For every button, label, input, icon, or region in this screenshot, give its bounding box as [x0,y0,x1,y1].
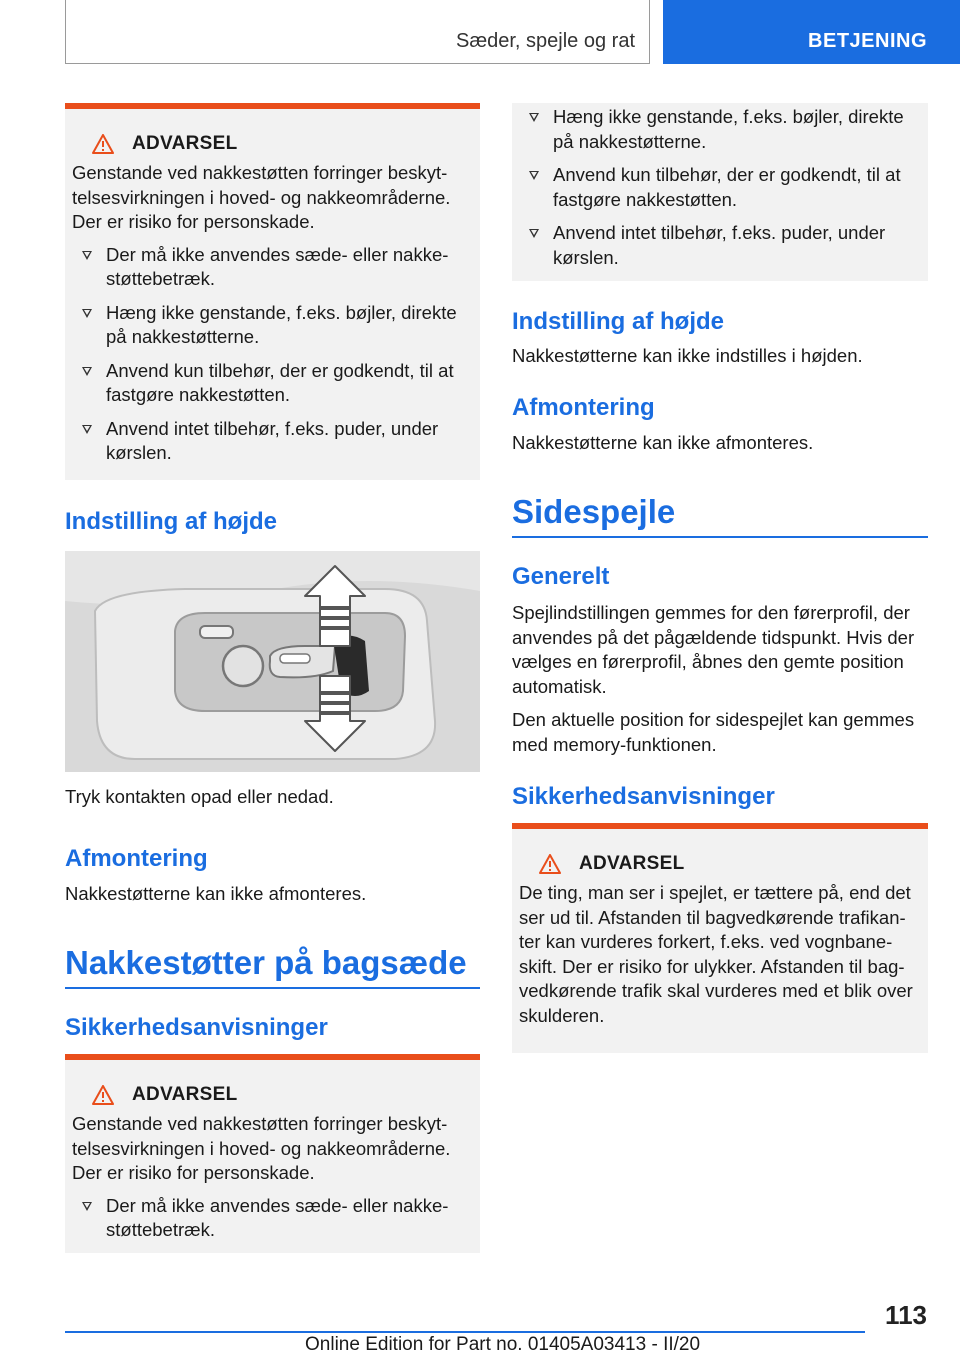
heading-rule [65,987,480,989]
header-section-box [65,0,650,64]
warning-text: De ting, man ser i spejlet, er tættere på, end det ser ud til. Afstanden til bagvedkørende trafikan-ter kan vurderes forkert, f.eks. ved vognbane-skift. Der er risiko for ulykker. Afstanden til bag-vedkørende trafik skal vurderes med et blik over skulderen. [519,882,913,1026]
list-item: Anvend kun tilbehør, der er godkendt, til at fastgøre nakkestøtten. [519,163,912,212]
warning-bullets [519,105,912,270]
warning-title: ADVARSEL [519,853,916,875]
bullet-triangle-icon [82,425,92,434]
warning-box-rear [65,1054,480,1253]
list-item: Der må ikke anvendes sæde- eller nakke-støttebetræk. [72,1194,464,1243]
list-item: Der må ikke anvendes sæde- eller nakke-støttebetræk. [72,243,464,292]
warning-title: ADVARSEL [72,1084,464,1106]
warning-text: Genstande ved nakkestøtten forringer beskyt-telsesvirkningen i hoved- og nakkeområderne. Der er risiko for personskade. [72,1113,451,1183]
list-item: Anvend intet tilbehør, f.eks. puder, under kørslen. [519,221,912,270]
warning-triangle-icon [92,1085,114,1105]
heading-height-adjustment: Indstilling af højde [65,508,277,535]
warning-bullets [72,1194,464,1243]
heading-safety-left: Sikkerhedsanvisninger [65,1014,328,1041]
heading-rule [512,536,928,538]
list-item: Anvend kun tilbehør, der er godkendt, til at fastgøre nakkestøtten. [72,359,464,408]
figure-caption: Tryk kontakten opad eller nedad. [65,786,334,807]
chapter-tab[interactable] [663,0,960,64]
heading-removal-rear: Afmontering [512,394,655,421]
warning-triangle-icon [539,854,561,874]
footer-edition: Online Edition for Part no. 01405A03413 - II/20 [305,1334,701,1355]
warning-box-mirror [512,823,928,1053]
heading-removal: Afmontering [65,845,208,872]
general-paragraph-2: Den aktuelle position for sidespejlet kan gemmes med memory-funktionen. [512,709,915,755]
seat-switch-illustration [65,551,480,772]
chapter-title: BETJENING [808,30,927,52]
warning-box-headrest [65,103,480,480]
warning-title: ADVARSEL [72,133,464,155]
height-text: Nakkestøtterne kan ikke indstilles i højden. [512,345,863,366]
warning-triangle-icon [92,134,114,154]
bullet-triangle-icon [529,113,539,122]
bullet-triangle-icon [529,229,539,238]
removal-text: Nakkestøtterne kan ikke afmonteres. [65,883,367,904]
heading-side-mirrors: Sidespejle [512,493,676,530]
heading-safety-right: Sikkerhedsanvisninger [512,783,775,810]
list-item: Hæng ikke genstande, f.eks. bøjler, direkte på nakkestøtterne. [519,105,912,154]
general-paragraph-1: Spejlindstillingen gemmes for den førerprofil, der anvendes på det pågældende tidspunkt. Hvis der vælges en førerprofil, åbnes den gemte position automatisk. [512,602,915,697]
bullet-triangle-icon [529,171,539,180]
bullet-triangle-icon [82,309,92,318]
list-item: Anvend intet tilbehør, f.eks. puder, under kørslen. [72,417,464,466]
heading-height-adjustment-rear: Indstilling af højde [512,308,724,335]
heading-general: Generelt [512,563,610,590]
warning-box-rear-continued [512,103,928,281]
page-number: 113 [885,1300,927,1330]
warning-bullets [72,243,464,466]
warning-text: Genstande ved nakkestøtten forringer beskyt-telsesvirkningen i hoved- og nakkeområderne. Der er risiko for personskade. [72,162,451,232]
seat-switch-figure [65,551,480,772]
removal-text-rear: Nakkestøtterne kan ikke afmonteres. [512,432,814,453]
bullet-triangle-icon [82,367,92,376]
section-title: Sæder, spejle og rat [456,30,635,52]
footer-rule [65,1331,865,1333]
bullet-triangle-icon [82,251,92,260]
heading-rear-headrests: Nakkestøtter på bagsæde [65,944,467,981]
bullet-triangle-icon [82,1202,92,1211]
list-item: Hæng ikke genstande, f.eks. bøjler, direkte på nakkestøtterne. [72,301,464,350]
